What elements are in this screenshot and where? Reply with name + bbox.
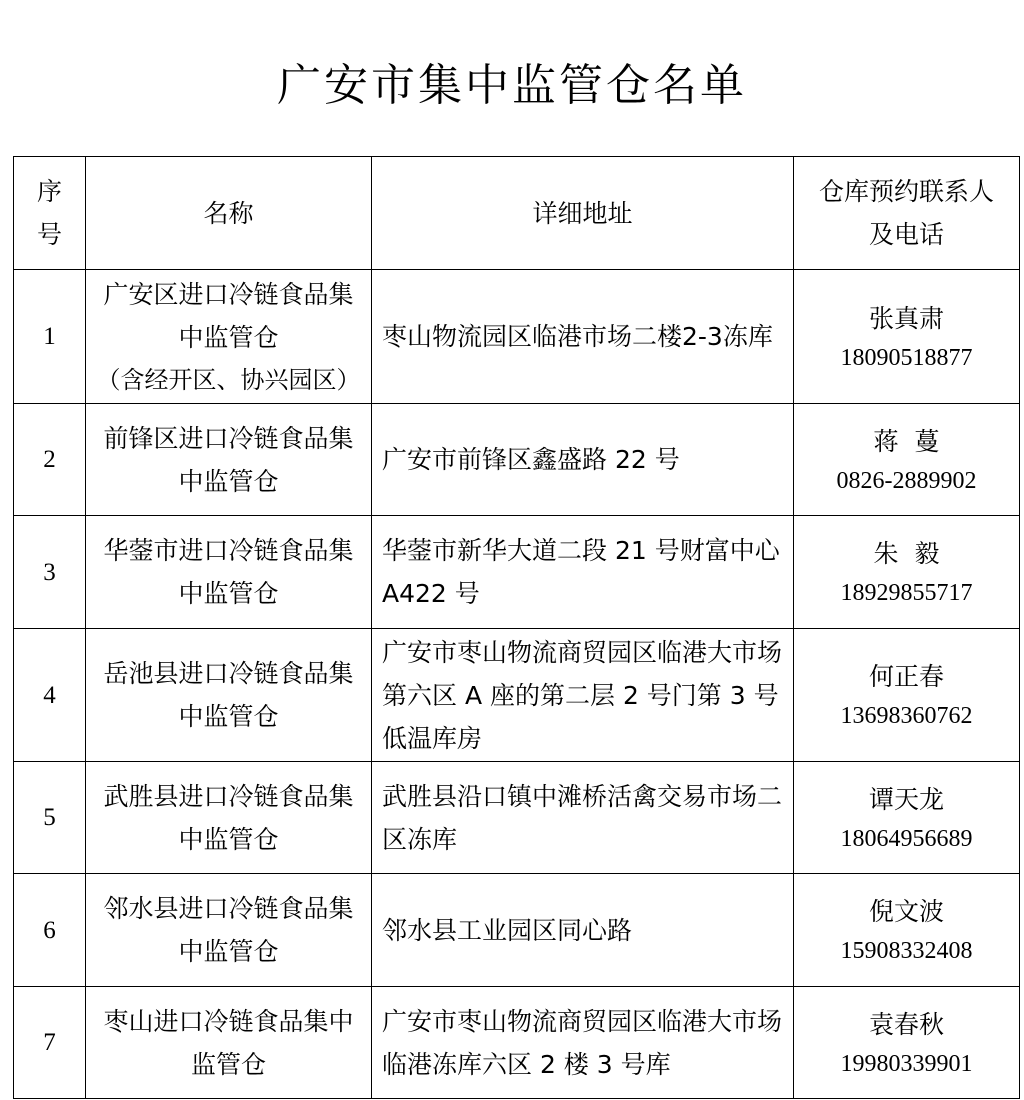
page-title: 广安市集中监管仓名单: [277, 60, 747, 111]
table-header-row: [14, 157, 1020, 270]
row-address-text: 邻水县工业园区同心路: [382, 915, 633, 945]
row-address: [372, 874, 794, 987]
row-name: [86, 270, 372, 404]
row-name: [86, 404, 372, 516]
table-row: [14, 762, 1020, 874]
row-contact-phone: 18064956689: [840, 825, 973, 852]
row-contact: [794, 404, 1020, 516]
table-row: [14, 270, 1020, 404]
header-address: [372, 157, 794, 270]
row-contact-phone: 13698360762: [840, 703, 973, 729]
row-name: [86, 987, 372, 1099]
row-address: [372, 762, 794, 874]
row-contact-phone: 19980339901: [840, 1050, 973, 1077]
row-name: [86, 874, 372, 987]
row-index: 5: [14, 762, 86, 874]
row-contact-phone: 0826-2889902: [836, 467, 977, 494]
header-contact-line2: 及电话: [868, 220, 944, 249]
row-index: 1: [14, 270, 86, 404]
row-contact: [794, 516, 1020, 629]
row-name-line: 武胜县进口冷链食品集: [103, 781, 354, 811]
row-name-line: 华蓥市进口冷链食品集: [103, 536, 354, 565]
row-address: [372, 987, 794, 1099]
row-name-line: 广安区进口冷链食品集: [103, 279, 354, 309]
header-index: [14, 157, 86, 270]
row-name-line: 中监管仓: [178, 702, 279, 731]
row-index: 3: [14, 516, 86, 629]
header-index-line2: 号: [36, 220, 62, 249]
row-name-line: 中监管仓: [178, 937, 279, 966]
row-name-line: 前锋区进口冷链食品集: [103, 423, 354, 453]
row-contact-person: 蒋 蔓: [873, 426, 940, 456]
table-row: [14, 404, 1020, 516]
row-name-line: 邻水县进口冷链食品集: [103, 894, 354, 923]
row-contact: [794, 874, 1020, 987]
row-name-line: 中监管仓: [178, 824, 279, 854]
row-index: 2: [14, 404, 86, 516]
row-name: [86, 762, 372, 874]
row-name-line: 岳池县进口冷链食品集: [103, 659, 354, 688]
row-address: [372, 270, 794, 404]
row-address-text: 广安市前锋区鑫盛路 22 号: [382, 445, 680, 474]
row-contact-person: 谭天龙: [868, 784, 944, 814]
row-address: [372, 629, 794, 762]
row-address-text: 武胜县沿口镇中滩桥活禽交易市场二区冻库: [382, 781, 783, 854]
row-name: [86, 516, 372, 629]
row-address-text: 枣山物流园区临港市场二楼2-3冻库: [382, 322, 773, 351]
row-contact-person: 张真肃: [868, 303, 944, 333]
row-name-line: 中监管仓: [178, 579, 279, 608]
row-name-line: 中监管仓: [178, 466, 279, 496]
row-name-line: 枣山进口冷链食品集中: [103, 1006, 354, 1036]
row-name-line: 中监管仓: [178, 322, 279, 352]
row-contact-phone: 18929855717: [840, 580, 973, 606]
header-contact-line1: 仓库预约联系人: [818, 177, 994, 206]
row-index: 7: [14, 987, 86, 1099]
header-contact: [794, 157, 1020, 270]
row-contact-person: 倪文波: [868, 897, 944, 926]
warehouse-table: [13, 156, 1020, 1099]
table-row: [14, 629, 1020, 762]
row-contact-phone: 15908332408: [840, 938, 973, 964]
row-address-text: 广安市枣山物流商贸园区临港大市场临港冻库六区 2 楼 3 号库: [382, 1006, 783, 1079]
table-row: [14, 516, 1020, 629]
row-contact: [794, 987, 1020, 1099]
row-contact: [794, 762, 1020, 874]
row-address-text: 华蓥市新华大道二段 21 号财富中心 A422 号: [382, 536, 780, 608]
row-address: [372, 404, 794, 516]
row-name-note: （含经开区、协兴园区）: [96, 365, 361, 394]
row-name-line: 监管仓: [190, 1049, 266, 1079]
table-row: [14, 987, 1020, 1099]
row-address: [372, 516, 794, 629]
row-address-text: 广安市枣山物流商贸园区临港大市场第六区 A 座的第二层 2 号门第 3 号低温库房: [382, 637, 783, 753]
table-row: [14, 874, 1020, 987]
row-contact-phone: 18090518877: [840, 344, 973, 371]
row-contact-person: 何正春: [868, 662, 944, 691]
row-name: [86, 629, 372, 762]
header-index-line1: 序: [36, 177, 62, 206]
header-name: 名称: [86, 157, 372, 270]
row-contact-person: 袁春秋: [868, 1009, 944, 1039]
row-contact-person: 朱 毅: [873, 539, 940, 568]
row-contact: [794, 270, 1020, 404]
row-index: 6: [14, 874, 86, 987]
row-index: 4: [14, 629, 86, 762]
row-contact: [794, 629, 1020, 762]
header-address-label: 详细地址: [532, 198, 633, 228]
